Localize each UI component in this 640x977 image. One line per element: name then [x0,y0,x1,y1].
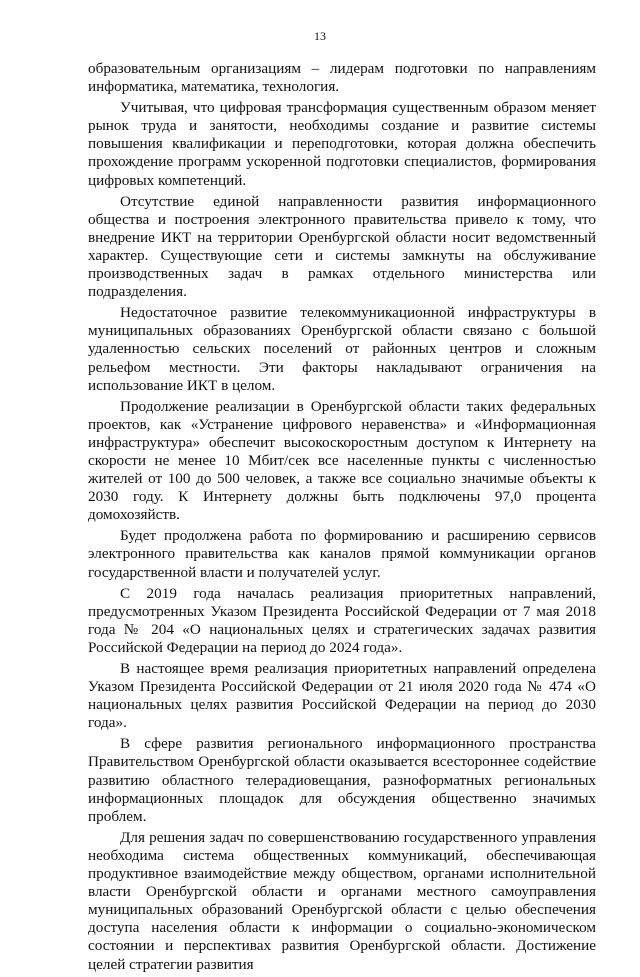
paragraph-continuation: образовательным организациям – лидерам подготовки по направлениям информатика, математика, технология. [88,60,596,96]
paragraph-digital-transformation: Учитывая, что цифровая трансформация существенным образом меняет рынок труда и занятости, необходимы создание и развитие системы повышения квалификации и переподготовки, которая должна обеспечить прохождение программ ускоренной подготовки специалистов, формирования цифровых компетенций. [88,99,596,189]
paragraph-decree-2018: С 2019 года началась реализация приоритетных направлений, предусмотренных Указом Президента Российской Федерации от 7 мая 2018 года № 204 «О национальных целях и стратегических задачах развития Российской Федерации на период до 2024 года». [88,584,596,656]
paragraph-regional-info-space: В сфере развития регионального информационного пространства Правительством Оренбургской области оказывается всестороннее содействие развитию областного телерадиовещания, разноформатных региональных информационных площадок для обсуждения общественно значимых проблем. [88,735,596,825]
paragraph-e-services: Будет продолжена работа по формированию и расширению сервисов электронного правительства как каналов прямой коммуникации органов государственной власти и получателей услуг. [88,527,596,581]
paragraph-public-communications: Для решения задач по совершенствованию государственного управления необходима система общественных коммуникаций, обеспечивающая продуктивное взаимодействие между обществом, органами исполнительной власти Оренбургской области и органами местного самоуправления муниципальных образований Оренбургской области с целью обеспечения доступа населения области к информации о социально-экономическом состоянии и перспективах развития Оренбургской области. Достижение целей стратегии развития [88,828,596,973]
paragraph-telecom-infrastructure: Недостаточное развитие телекоммуникационной инфраструктуры в муниципальных образованиях Оренбургской области связано с большой удаленностью сельских поселений от районных центров и сложным рельефом местности. Эти факторы накладывают ограничения на использование ИКТ в целом. [88,304,596,394]
paragraph-e-government: Отсутствие единой направленности развития информационного общества и построения электронного правительства привело к тому, что внедрение ИКТ на территории Оренбургской области носит ведомственный характер. Существующие сети и системы замкнуты на обслуживание производственных задач в рамках отдельного министерства или подразделения. [88,192,596,301]
paragraph-federal-projects: Продолжение реализации в Оренбургской области таких федеральных проектов, как «Устранение цифрового неравенства» и «Информационная инфраструктура» обеспечит высокоскоростным доступом к Интернету на скорости не менее 10 Мбит/сек все населенные пункты с численностью жителей от 100 до 500 человек, а также все социально значимые объекты к 2030 году. К Интернету должны быть подключены 97,0 процента домохозяйств. [88,397,596,524]
paragraph-decree-2020: В настоящее время реализация приоритетных направлений определена Указом Президента Российской Федерации от 21 июля 2020 года № 474 «О национальных целях развития Российской Федерации на период до 2030 года». [88,660,596,732]
page-number: 13 [314,29,326,43]
document-body [88,60,596,977]
